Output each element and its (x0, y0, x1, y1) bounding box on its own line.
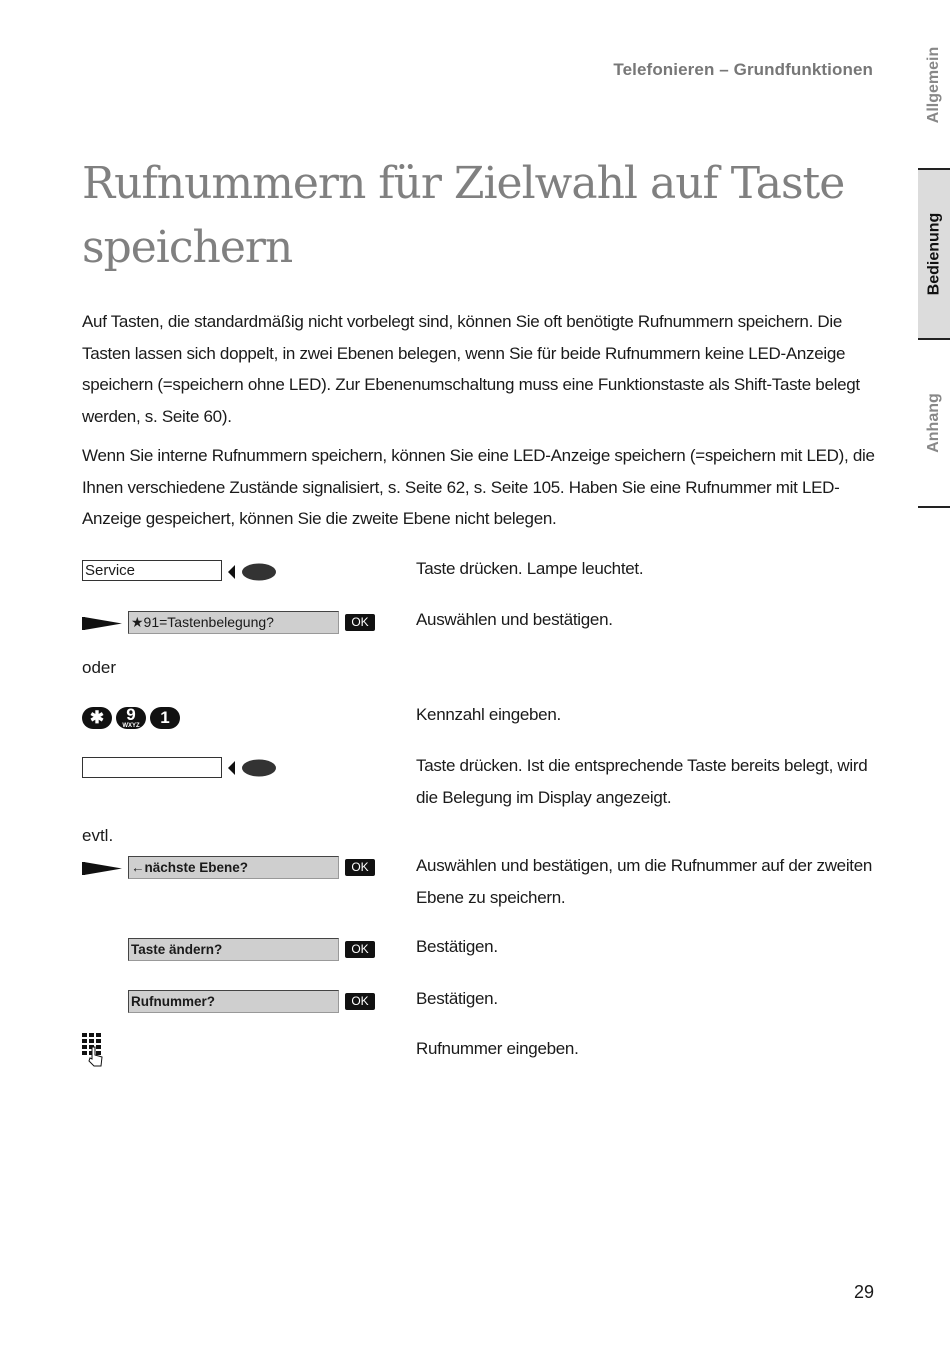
select-arrow-icon (82, 615, 124, 632)
intro-paragraph: Wenn Sie interne Rufnummern speichern, können Sie eine LED-Anzeige speichern (=speichern mit LED), die Ihnen verschiedene Zustände signalisiert, s. Seite 62, s. Seite 105. Haben Sie eine Rufnummer mit LED-Anzeige gespeichert, können Sie die zweite Ebene nicht belegen. (82, 446, 875, 528)
service-key-field[interactable]: Service (82, 560, 222, 581)
step-description: Bestätigen. (416, 937, 498, 956)
page-title-line: speichern (82, 222, 293, 273)
step-description: Kennzahl eingeben. (416, 705, 561, 724)
star-key-icon[interactable] (82, 707, 112, 729)
step-description: Auswählen und bestätigen, um die Rufnummer auf der zweiten Ebene zu speichern. (416, 856, 873, 907)
tab-bedienung-label: Bedienung (925, 212, 943, 296)
display-menu-item[interactable]: ←nächste Ebene? (128, 856, 339, 879)
step-description: Taste drücken. Lampe leuchtet. (416, 559, 644, 578)
tab-anhang[interactable] (918, 340, 950, 506)
tab-allgemein[interactable] (918, 20, 950, 150)
key-press-icon (226, 758, 278, 778)
keypad-icon (82, 1033, 106, 1067)
one-key-icon[interactable] (150, 707, 180, 729)
ok-button[interactable]: OK (345, 993, 375, 1010)
display-menu-item[interactable]: ★91=Tastenbelegung? (128, 611, 339, 634)
oder-label: oder (82, 658, 117, 677)
one-key-label: 1 (160, 708, 170, 727)
tab-divider (918, 506, 950, 508)
tab-bedienung[interactable] (918, 170, 950, 338)
running-header: Telefonieren – Grundfunktionen (613, 60, 873, 79)
step-description: Taste drücken. Ist die entsprechende Taste bereits belegt, wird die Belegung im Display angezeigt. (416, 756, 868, 807)
display-menu-item[interactable]: Rufnummer? (128, 990, 339, 1013)
ok-button[interactable]: OK (345, 859, 375, 876)
tab-anhang-label: Anhang (925, 393, 943, 453)
intro-paragraph: Auf Tasten, die standardmäßig nicht vorbelegt sind, können Sie oft benötigte Rufnummern speichern. Die Tasten lassen sich doppelt, in zwei Ebenen belegen, wenn Sie für beide Rufnummern keine LED-Anzeige speichern (=speichern ohne LED). Zur Ebenenumschaltung muss eine Funktionstaste als Shift-Taste belegt werden, s. Seite 60). (82, 312, 860, 426)
page-number: 29 (853, 1282, 874, 1302)
select-arrow-icon (82, 860, 124, 877)
ok-button[interactable]: OK (345, 941, 375, 958)
nine-key-label: 9 (126, 705, 136, 724)
nine-key-icon[interactable] (116, 707, 146, 729)
key-press-icon (226, 562, 278, 582)
evtl-label: evtl. (82, 826, 114, 845)
star-key-label: ✱ (89, 708, 105, 727)
function-key-field[interactable] (82, 757, 222, 778)
step-description: Auswählen und bestätigen. (416, 610, 613, 629)
tab-allgemein-label: Allgemein (925, 46, 942, 124)
step-description: Rufnummer eingeben. (416, 1039, 579, 1058)
page-title-line: Rufnummern für Zielwahl auf Taste (82, 158, 845, 209)
step-description: Bestätigen. (416, 989, 498, 1008)
ok-button[interactable]: OK (345, 614, 375, 631)
display-menu-item[interactable]: Taste ändern? (128, 938, 339, 961)
page-title (82, 152, 872, 280)
nine-key-letters: WXYZ (122, 723, 140, 729)
